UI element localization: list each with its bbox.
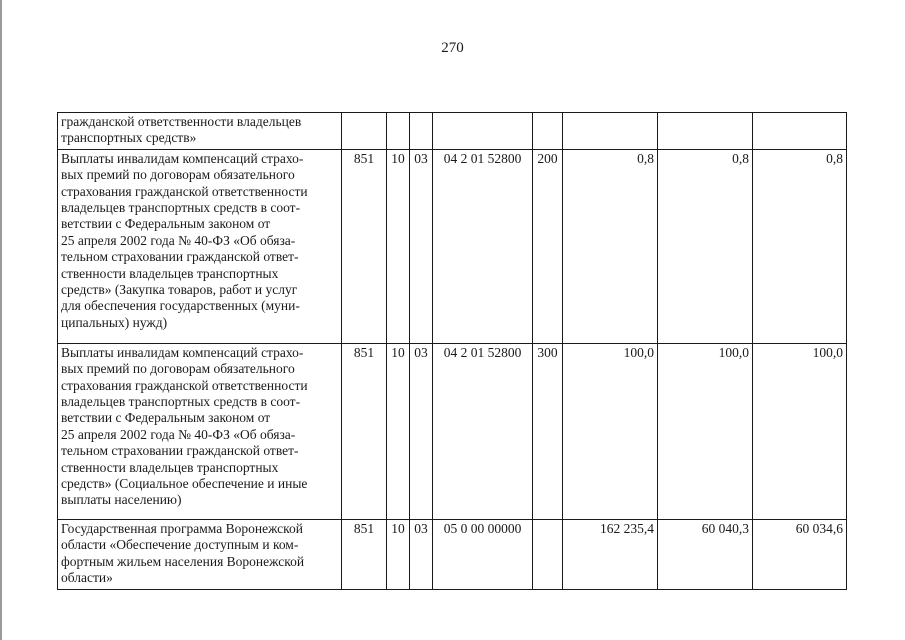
expense-type-cell <box>533 113 563 150</box>
amount-year2-cell: 100,0 <box>658 343 753 519</box>
budget-table-body <box>58 113 847 590</box>
row-name-line: владельцев транспортных средств в соот- <box>61 200 301 216</box>
ministry-code-cell: 851 <box>342 343 387 519</box>
target-article-cell: 04 2 01 52800 <box>433 149 533 343</box>
row-name-line: Выплаты инвалидам компенсаций страхо- <box>61 344 304 360</box>
row-name-line: области «Обеспечение доступным и ком- <box>61 537 299 553</box>
amount-year1-cell <box>563 113 658 150</box>
subsection-code-cell <box>410 113 433 150</box>
row-name-line: тельном страховании гражданской ответ- <box>61 249 299 265</box>
row-name-line: вых премий по договорам обязательного <box>61 361 295 377</box>
ministry-code-cell <box>342 113 387 150</box>
ministry-code-cell: 851 <box>342 519 387 589</box>
amount-year1-cell: 162 235,4 <box>563 519 658 589</box>
amount-year3-cell: 0,8 <box>753 149 847 343</box>
row-name-line: страхования гражданской ответственности <box>61 183 308 199</box>
expense-type-cell <box>533 519 563 589</box>
amount-year3-cell: 100,0 <box>753 343 847 519</box>
row-name-line: средств» (Закупка товаров, работ и услуг <box>61 282 298 298</box>
subsection-code-cell: 03 <box>410 343 433 519</box>
section-code-cell <box>387 113 410 150</box>
target-article-cell <box>433 113 533 150</box>
amount-year2-cell <box>658 113 753 150</box>
row-name-line: вых премий по договорам обязательного <box>61 167 295 183</box>
amount-year3-cell <box>753 113 847 150</box>
row-name-line: ветствии с Федеральным законом от <box>61 410 271 426</box>
section-code-cell: 10 <box>387 519 410 589</box>
section-code-cell: 10 <box>387 343 410 519</box>
row-name-line: для обеспечения государственных (муни- <box>61 298 300 314</box>
row-name-line: средств» (Социальное обеспечение и иные <box>61 476 308 492</box>
row-name-line: 25 апреля 2002 года № 40-ФЗ «Об обяза- <box>61 426 296 442</box>
row-name-cell <box>58 149 342 343</box>
row-name-line: гражданской ответственности владельцев <box>61 114 302 129</box>
row-name-line: Государственная программа Воронежской <box>61 520 303 536</box>
table-row <box>58 343 847 519</box>
scan-left-edge <box>0 0 2 640</box>
amount-year2-cell: 60 040,3 <box>658 519 753 589</box>
target-article-cell: 05 0 00 00000 <box>433 519 533 589</box>
table-row <box>58 113 847 150</box>
expense-type-cell: 300 <box>533 343 563 519</box>
row-name-line: тельном страховании гражданской ответ- <box>61 443 299 459</box>
amount-year2-cell: 0,8 <box>658 149 753 343</box>
row-name-line: Выплаты инвалидам компенсаций страхо- <box>61 150 304 166</box>
row-name-cell <box>58 519 342 589</box>
section-code-cell: 10 <box>387 149 410 343</box>
amount-year1-cell: 0,8 <box>563 149 658 343</box>
row-name-line: области» <box>61 570 113 586</box>
subsection-code-cell: 03 <box>410 519 433 589</box>
page-number: 270 <box>441 40 464 56</box>
row-name-line: транспортных средств» <box>61 130 197 146</box>
table-row <box>58 519 847 589</box>
expense-type-cell: 200 <box>533 149 563 343</box>
subsection-code-cell: 03 <box>410 149 433 343</box>
budget-table <box>57 112 847 590</box>
row-name-line: ветствии с Федеральным законом от <box>61 216 271 232</box>
amount-year3-cell: 60 034,6 <box>753 519 847 589</box>
table-row <box>58 149 847 343</box>
row-name-line: выплаты населению) <box>61 492 182 508</box>
row-name-line: ственности владельцев транспортных <box>61 265 279 281</box>
row-name-line: владельцев транспортных средств в соот- <box>61 394 301 410</box>
row-name-line: фортным жильем населения Воронежской <box>61 553 305 569</box>
row-name-line: ственности владельцев транспортных <box>61 459 279 475</box>
row-name-line: ципальных) нужд) <box>61 314 168 330</box>
row-name-cell <box>58 343 342 519</box>
row-name-cell <box>58 113 342 150</box>
row-name-line: 25 апреля 2002 года № 40-ФЗ «Об обяза- <box>61 232 296 248</box>
amount-year1-cell: 100,0 <box>563 343 658 519</box>
target-article-cell: 04 2 01 52800 <box>433 343 533 519</box>
ministry-code-cell: 851 <box>342 149 387 343</box>
row-name-line: страхования гражданской ответственности <box>61 377 308 393</box>
